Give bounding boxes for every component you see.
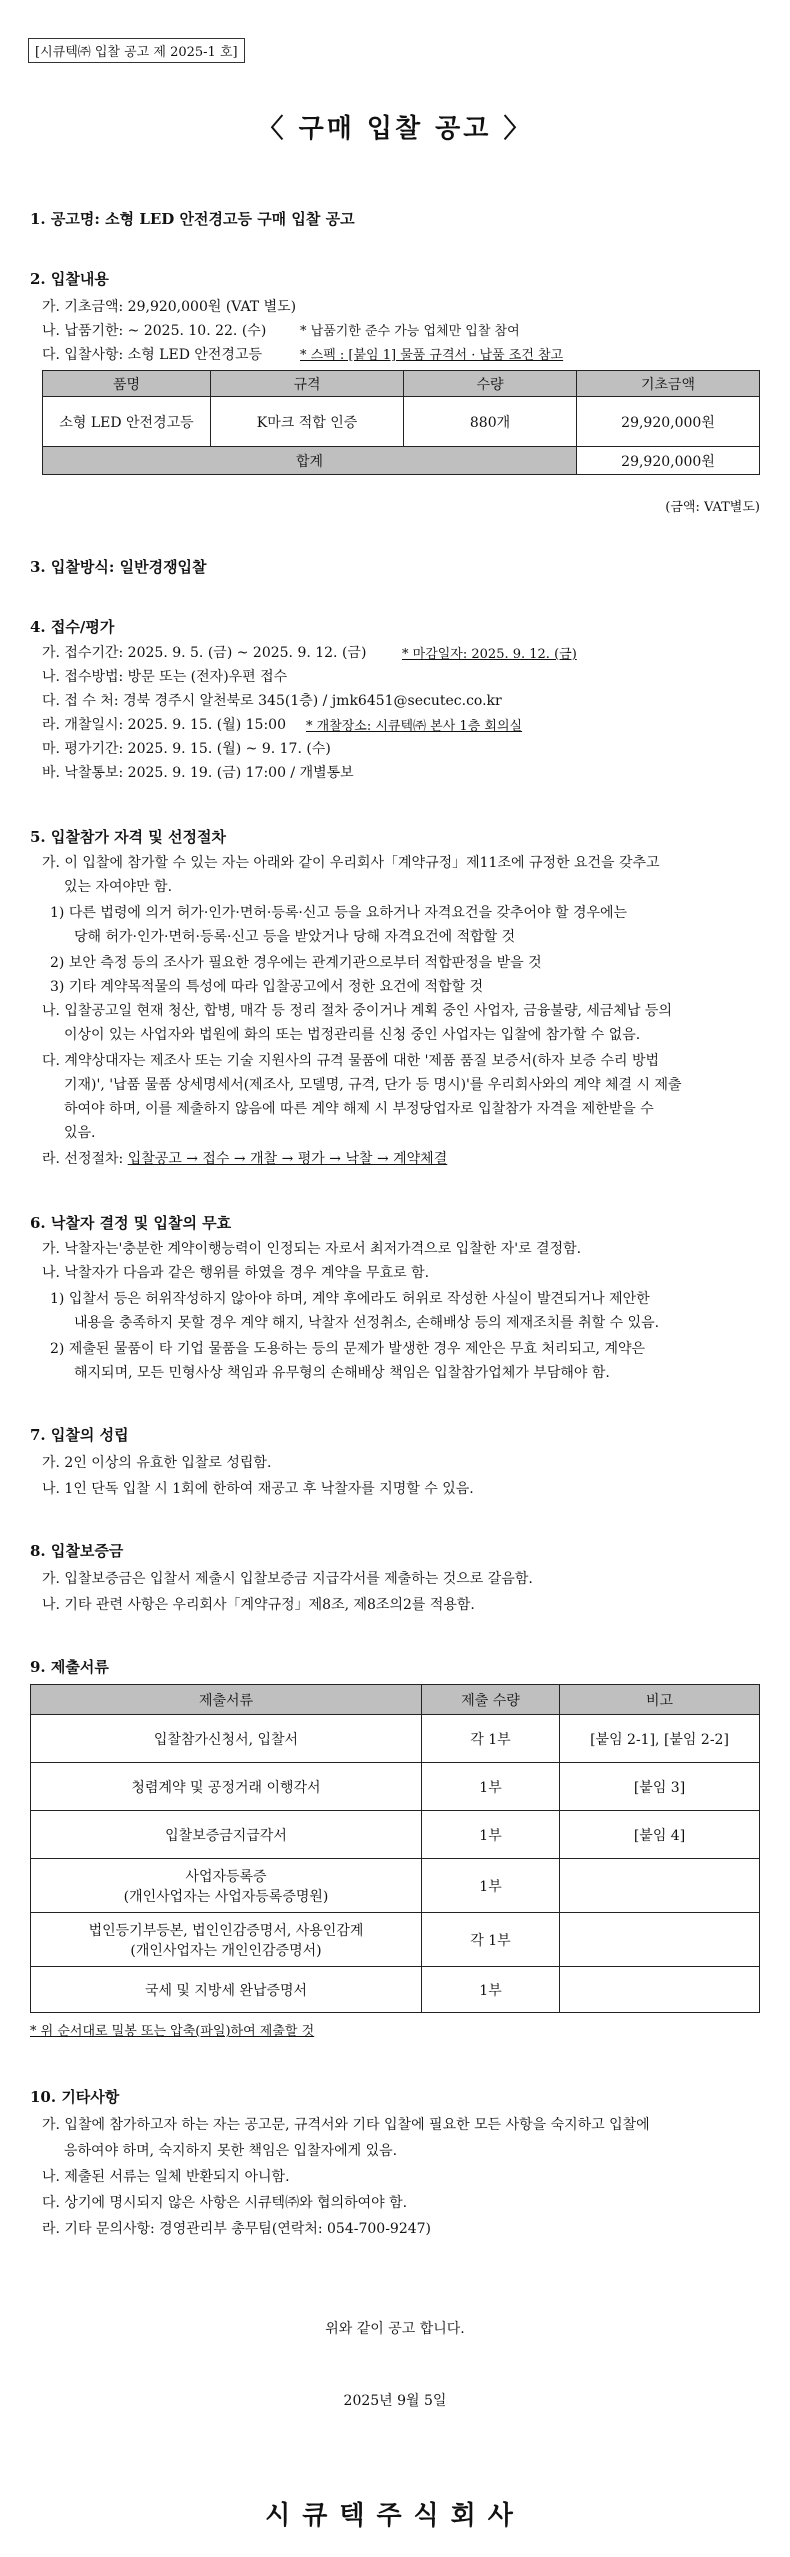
section-10-heading: 10. 기타사항	[30, 2088, 120, 2106]
document-remark	[560, 1967, 760, 2013]
formation-b: 나. 1인 단독 입찰 시 1회에 한하여 재공고 후 낙찰자를 지명할 수 있음.	[42, 1481, 474, 1497]
table-cell: 880개	[404, 397, 577, 447]
table-row	[31, 1913, 760, 1967]
document-name	[31, 1715, 422, 1763]
document-remark	[560, 1859, 760, 1913]
table-header: 기초금액	[577, 371, 760, 397]
bid-item: 다. 입찰사항: 소형 LED 안전경고등	[42, 347, 262, 363]
qualification-c-cont2: 하여야 하며, 이를 제출하지 않음에 따른 계약 해제 시 부정당업자로 입찰참가 자격을 제한받을 수	[64, 1101, 654, 1117]
document-name	[31, 1859, 422, 1913]
deposit-b: 나. 기타 관련 사항은 우리회사「계약규정」제8조, 제8조의2를 적용함.	[42, 1597, 475, 1613]
table-cell: K마크 적합 인증	[211, 397, 404, 447]
evaluation-period: 마. 평가기간: 2025. 9. 15. (월) ~ 9. 17. (수)	[42, 741, 331, 757]
notice-date: 2025년 9월 5일	[343, 2393, 447, 2409]
document-name	[31, 1913, 422, 1967]
section-1-title: 1. 공고명: 소형 LED 안전경고등 구매 입찰 공고	[30, 210, 355, 228]
document-name-line: 청렴계약 및 공정거래 이행각서	[131, 1779, 321, 1796]
document-remark: [붙임 2-1], [붙임 2-2]	[560, 1715, 760, 1763]
submission-note: * 위 순서대로 밀봉 또는 압축(파일)하여 제출할 것	[30, 2024, 315, 2039]
table-row	[43, 397, 760, 447]
total-label: 합계	[43, 447, 577, 475]
table-row	[31, 1811, 760, 1859]
invalidity-1: 1) 입찰서 등은 허위작성하지 않아야 하며, 계약 후에라도 허위로 작성한 사실이 발견되거나 제안한	[50, 1291, 650, 1307]
document-name-subline: (개인사업자는 사업자등록증명원)	[123, 1888, 329, 1905]
qualification-2: 2) 보안 측정 등의 조사가 필요한 경우에는 관계기관으로부터 적합판정을 받을 것	[50, 955, 542, 971]
section-5-heading: 5. 입찰참가 자격 및 선정절차	[30, 828, 226, 846]
invalidity-2-cont: 해지되며, 모든 민형사상 책임과 유무형의 손해배상 책임은 입찰참가업체가 부담해야 함.	[74, 1365, 610, 1381]
table-row	[31, 1859, 760, 1913]
closing-text: 위와 같이 공고 합니다.	[325, 2321, 465, 2337]
table-header: 규격	[211, 371, 404, 397]
reception-method: 나. 접수방법: 방문 또는 (전자)우편 접수	[42, 669, 288, 685]
section-4-heading: 4. 접수/평가	[30, 618, 115, 636]
document-qty: 1부	[422, 1763, 560, 1811]
other-d: 라. 기타 문의사항: 경영관리부 총무팀(연락처: 054-700-9247)	[42, 2221, 432, 2237]
document-remark	[560, 1913, 760, 1967]
table-cell: 29,920,000원	[577, 397, 760, 447]
document-name-line: 법인등기부등본, 법인인감증명서, 사용인감계	[88, 1922, 364, 1939]
qualification-c-cont3: 있음.	[64, 1125, 96, 1141]
document-name-line: 국세 및 지방세 완납증명서	[144, 1982, 308, 1999]
qualification-a: 가. 이 입찰에 참가할 수 있는 자는 아래와 같이 우리회사「계약규정」제11조에 규정한 요건을 갖추고	[42, 855, 660, 871]
deadline-note: * 마감일자: 2025. 9. 12. (금)	[402, 647, 577, 662]
reception-place: 다. 접 수 처: 경북 경주시 알천북로 345(1층) / jmk6451@secutec.co.kr	[42, 693, 502, 709]
table-header: 품명	[43, 371, 211, 397]
section-3-title: 3. 입찰방식: 일반경쟁입찰	[30, 558, 207, 576]
section-8-heading: 8. 입찰보증금	[30, 1542, 124, 1560]
section-2-heading: 2. 입찰내용	[30, 270, 109, 288]
selection-procedure	[42, 1148, 447, 1168]
other-c: 다. 상기에 명시되지 않은 사항은 시큐텍㈜와 협의하여야 함.	[42, 2195, 408, 2211]
award-notice: 바. 낙찰통보: 2025. 9. 19. (금) 17:00 / 개별통보	[42, 765, 354, 781]
document-name-line: 입찰참가신청서, 입찰서	[153, 1731, 299, 1748]
invalidity-2: 2) 제출된 물품이 타 기업 물품을 도용하는 등의 문제가 발생한 경우 제안은 무효 처리되고, 계약은	[50, 1341, 646, 1357]
document-qty: 1부	[422, 1859, 560, 1913]
qualification-b-cont: 이상이 있는 사업자와 법원에 화의 또는 법정관리를 신청 중인 사업자는 입찰에 참가할 수 없음.	[64, 1027, 641, 1043]
other-a: 가. 입찰에 참가하고자 하는 자는 공고문, 규격서와 기타 입찰에 필요한 모든 사항을 숙지하고 입찰에	[42, 2117, 650, 2133]
table-cell: 소형 LED 안전경고등	[43, 397, 211, 447]
invalidity-1-cont: 내용을 충족하지 못할 경우 계약 해지, 낙찰자 선정취소, 손해배상 등의 제재조치를 취할 수 있음.	[74, 1315, 660, 1331]
reception-period: 가. 접수기간: 2025. 9. 5. (금) ~ 2025. 9. 12. (금)	[42, 645, 367, 661]
qualification-1-cont: 당해 허가·인가·면허·등록·신고 등을 받았거나 당해 자격요건에 적합할 것	[74, 929, 516, 945]
table-row	[31, 1967, 760, 2013]
table-header: 제출서류	[31, 1685, 422, 1715]
total-value: 29,920,000원	[577, 447, 760, 475]
opening-place-note: * 개찰장소: 시큐텍㈜ 본사 1층 회의실	[306, 719, 523, 734]
section-6-heading: 6. 낙찰자 결정 및 입찰의 무효	[30, 1214, 232, 1232]
table-header: 제출 수량	[422, 1685, 560, 1715]
vat-note: (금액: VAT별도)	[665, 500, 760, 515]
notice-number: [시큐텍㈜ 입찰 공고 제 2025-1 호]	[28, 38, 245, 63]
other-b: 나. 제출된 서류는 일체 반환되지 아니함.	[42, 2169, 290, 2185]
document-qty: 1부	[422, 1967, 560, 2013]
table-row	[31, 1763, 760, 1811]
document-name-line: 사업자등록증	[185, 1868, 267, 1885]
other-a-cont: 응하여야 하며, 숙지하지 못한 책임은 입찰자에게 있음.	[64, 2143, 398, 2159]
documents-table	[30, 1684, 760, 2013]
qualification-1: 1) 다른 법령에 의거 허가·인가·면허·등록·신고 등을 요하거나 자격요건을 갖추어야 할 경우에는	[50, 905, 628, 921]
document-qty: 각 1부	[422, 1913, 560, 1967]
qualification-c-cont1: 기재)', '납품 물품 상세명세서(제조사, 모델명, 규격, 단가 등 명시)'를 우리회사와의 계약 체결 시 제출	[64, 1077, 682, 1093]
bid-items-table	[42, 370, 760, 475]
table-header: 수량	[404, 371, 577, 397]
qualification-3: 3) 기타 계약목적물의 특성에 따라 입찰공고에서 정한 요건에 적합할 것	[50, 979, 484, 995]
section-7-heading: 7. 입찰의 성립	[30, 1426, 129, 1444]
document-qty: 1부	[422, 1811, 560, 1859]
delivery-note: * 납품기한 준수 가능 업체만 입찰 참여	[300, 324, 520, 339]
document-name	[31, 1967, 422, 2013]
formation-a: 가. 2인 이상의 유효한 입찰로 성립함.	[42, 1455, 272, 1471]
base-amount: 가. 기초금액: 29,920,000원 (VAT 별도)	[42, 299, 297, 315]
section-9-heading: 9. 제출서류	[30, 1658, 109, 1676]
selection-steps: 입찰공고 → 접수 → 개찰 → 평가 → 낙찰 → 계약체결	[127, 1151, 448, 1167]
document-qty: 각 1부	[422, 1715, 560, 1763]
qualification-a-cont: 있는 자여야만 함.	[64, 879, 173, 895]
table-row	[31, 1715, 760, 1763]
document-remark: [붙임 4]	[560, 1811, 760, 1859]
document-name-subline: (개인사업자는 개인인감증명서)	[130, 1942, 322, 1959]
invalidity-intro: 나. 낙찰자가 다음과 같은 행위를 하였을 경우 계약을 무효로 함.	[42, 1265, 430, 1281]
page-title: 〈 구매 입찰 공고 〉	[257, 114, 533, 144]
document-name	[31, 1811, 422, 1859]
delivery-deadline: 나. 납품기한: ~ 2025. 10. 22. (수)	[42, 323, 267, 339]
qualification-b: 나. 입찰공고일 현재 청산, 합병, 매각 등 정리 절차 중이거나 계획 중인 사업자, 금융불량, 세금체납 등의	[42, 1003, 672, 1019]
qualification-c: 다. 계약상대자는 제조사 또는 기술 지원사의 규격 물품에 대한 '제품 품질 보증서(하자 보증 수리 방법	[42, 1053, 660, 1069]
award-decision: 가. 낙찰자는'충분한 계약이행능력이 인정되는 자로서 최저가격으로 입찰한 자'로 결정함.	[42, 1241, 582, 1257]
document-remark: [붙임 3]	[560, 1763, 760, 1811]
opening-date: 라. 개찰일시: 2025. 9. 15. (월) 15:00	[42, 717, 286, 733]
selection-label: 라. 선정절차:	[42, 1151, 128, 1167]
spec-note: * 스펙 : [붙임 1] 물품 규격서 · 납품 조건 참고	[300, 348, 564, 363]
deposit-a: 가. 입찰보증금은 입찰서 제출시 입찰보증금 지급각서를 제출하는 것으로 갈음함.	[42, 1571, 533, 1587]
table-total-row	[43, 447, 760, 475]
document-name-line: 입찰보증금지급각서	[165, 1827, 287, 1844]
company-name: 시큐텍주식회사	[265, 2501, 525, 2531]
table-header: 비고	[560, 1685, 760, 1715]
document-name	[31, 1763, 422, 1811]
